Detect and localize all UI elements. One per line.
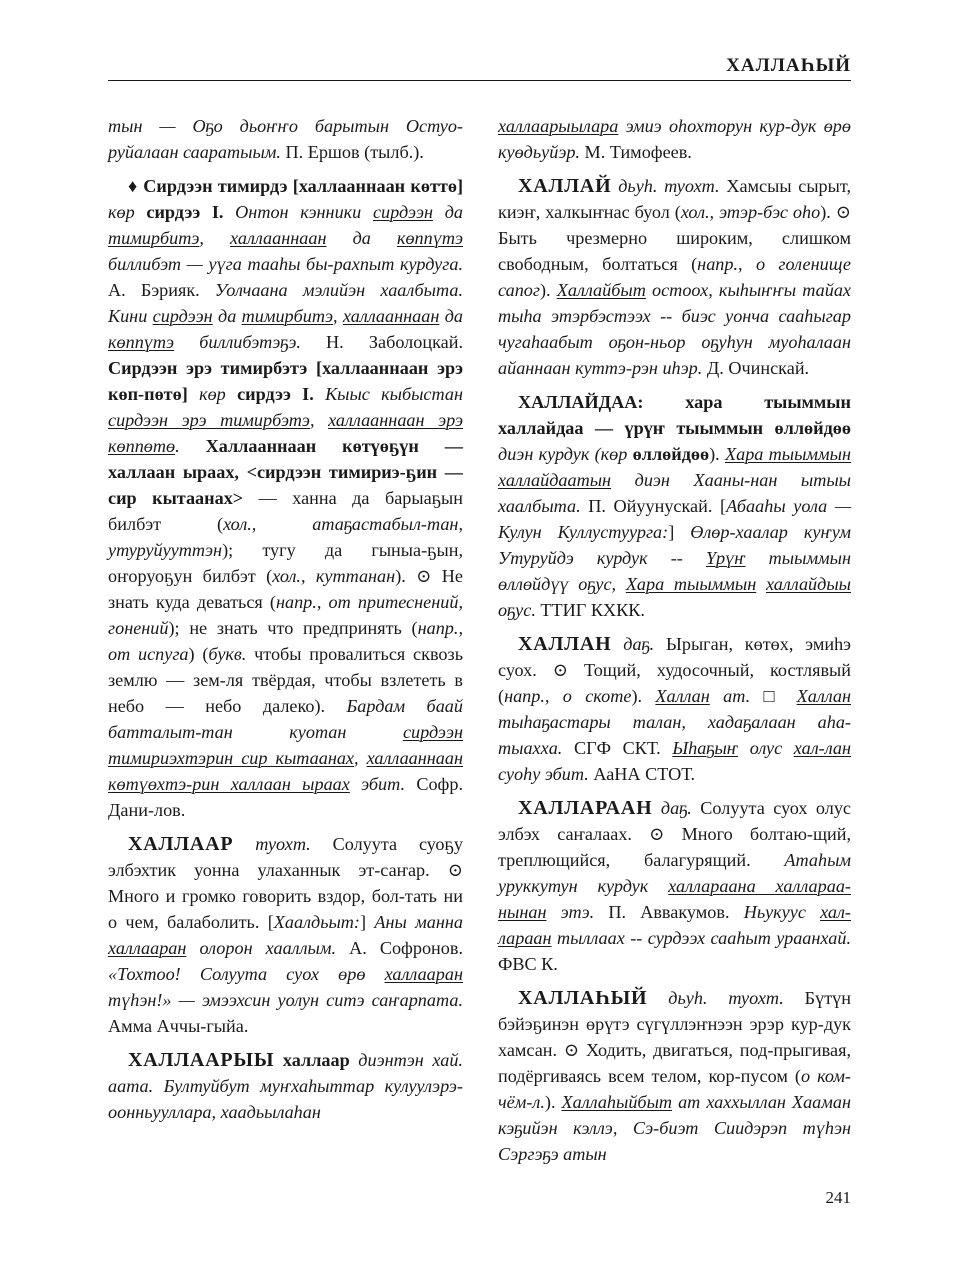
text: Амма Аччы-гыйа.	[108, 1016, 249, 1036]
text: сирдээн тимириэхтэрин сир кытаанах	[108, 722, 463, 768]
text: эбит.	[349, 774, 406, 794]
text: ).	[631, 686, 656, 706]
text: биллибэтэҕэ.	[174, 332, 301, 352]
text: — ханна да барыаҕын билбэт (	[108, 488, 463, 534]
text: СГФ СКТ.	[562, 738, 673, 758]
text: хол., куттанан	[272, 566, 396, 586]
text: о ком-чём-л.	[498, 1066, 851, 1112]
text: ]	[668, 522, 691, 542]
text: П. Ойуунускай. [	[580, 496, 727, 516]
text: ).	[709, 444, 725, 464]
text: диэн курдук (	[498, 444, 601, 464]
text: ]	[359, 912, 375, 932]
text: Халлан	[796, 686, 852, 706]
text: халлааннаан көтүөхтэ-рин халлаан ыраах	[108, 748, 464, 794]
text: Атаһым уруккутун курдук	[498, 850, 851, 896]
text: халлааннаан эрэ көппөтө	[108, 410, 463, 456]
source-ref: П. Ершов (тылб.).	[280, 142, 424, 162]
text: суоһу эбит.	[498, 764, 589, 784]
text	[756, 574, 766, 594]
text: көр	[600, 444, 628, 464]
text: олус	[738, 738, 794, 758]
headword: ХАЛЛАҺЫЙ	[518, 987, 648, 1009]
text: өллөйдөө	[627, 444, 710, 464]
text: этэ.	[546, 902, 595, 922]
text: остоох, кыһыҥҥы тайах тыһа этэрбэстээх -- биэс уонча сааһыгар чугаһаабыт оҕон-ньор оҕуһун муоһалаан айаннаан куттэ-рэн иһэр.	[498, 280, 851, 378]
text: халлаар	[274, 1050, 350, 1070]
text: да	[326, 228, 397, 248]
text: халлайдыы	[765, 574, 851, 594]
text: Д. Очинскай.	[702, 358, 810, 378]
text: тимирбитэ	[108, 228, 200, 248]
text: Уолчаана мэлийэн хаалбыта. Кини	[108, 280, 463, 326]
text: чтобы провалиться сквозь землю — зем-ля твёрдая, чтобы взлететь в небо — небо далеко).	[108, 644, 463, 716]
text: Бүтүн бэйэҕинэн өрүтэ сүгүллэҥнээн эрэр кур-дук хамсан. ⊙ Ходить, двигаться, под-прыгивая, подёргиваясь всем телом, кор-пусом (	[498, 988, 851, 1086]
text: М. Тимофеев.	[579, 142, 692, 162]
idiom-marker: ♦	[128, 176, 144, 196]
text: ,	[354, 748, 367, 768]
entry-continuation	[498, 113, 851, 165]
text: көппүтэ	[108, 332, 175, 352]
text: оҕус.	[498, 600, 536, 620]
text: да	[439, 306, 463, 326]
text: халлааран	[108, 938, 187, 958]
text: ,	[199, 228, 231, 248]
text: түһэн!» — эмээхсин уолун ситэ саҥарпата.	[108, 990, 463, 1010]
text: А. Бэрияк.	[108, 280, 215, 300]
text: дьуһ. туохт.	[647, 988, 784, 1008]
text: напр., от притеснений, гонений	[108, 592, 463, 638]
text: Ыһаҕыҥ	[672, 738, 739, 758]
text: туохт.	[233, 834, 311, 854]
text: Н. Заболоцкай.	[300, 332, 463, 352]
text: дьуһ. туохт.	[611, 176, 720, 196]
text: Үрүҥ	[705, 548, 746, 568]
text: Халлайбыт	[556, 280, 646, 300]
entry-hallan	[498, 631, 851, 787]
text: халлайдаатын	[498, 470, 612, 490]
text: Хаалдьыт:	[273, 912, 360, 932]
text: АаНА СТОТ.	[588, 764, 696, 784]
text: Сирдээн эрэ тимирбэтэ [халлааннаан эрэ көп-пөтө]	[108, 358, 463, 404]
text: хал-лараан	[498, 902, 851, 948]
text: Бардам баай батталыт-тан куотан	[108, 696, 463, 742]
text: сирдээ I.	[237, 384, 314, 404]
text: хол., атаҕастабыл-тан, утуруйууттэн	[108, 514, 463, 560]
example-text: тын — Оҕо дьоҥҥо барытын Остуо-руйалаан сааратыым.	[108, 116, 463, 162]
headword: ХАЛЛАЙ	[518, 175, 612, 197]
text: халлааннаан	[342, 306, 440, 326]
text: ,	[309, 410, 329, 430]
text: Аны манна	[374, 912, 463, 932]
headword: ХАЛЛААРЫЫ	[128, 1049, 275, 1071]
text: тимирбитэ	[241, 306, 334, 326]
entry-idiom-sirdeen	[108, 173, 463, 823]
headword: ХАЛЛАН	[518, 633, 612, 655]
text: ат. □	[709, 686, 797, 706]
idiom-headword: ХАЛЛАЙДАА: хара тыыммын халлайдаа — үрүҥ тыыммын өллөйдөө	[498, 392, 851, 438]
text: халлааран	[384, 964, 463, 984]
text: напр., о голенище сапог	[498, 254, 851, 300]
text: тыһаҕастары талан, хадаҕалаан аһа-тыаххa.	[498, 712, 851, 758]
running-head: ХАЛЛАҺЫЙ	[726, 55, 851, 76]
text: диэнтэн хай. аата. Бултуйбут муҥхаһыттар кулуулэрэ-оонньууллара, хаадьылаһан	[108, 1050, 463, 1122]
text: Онтон кэнники	[223, 202, 373, 222]
text: Ньукуус	[743, 902, 821, 922]
text: напр., от испуга	[108, 618, 463, 664]
text: халлаарыылара	[498, 116, 619, 136]
text: тыллаах -- сурдээх сааһыт ураанхай.	[551, 928, 851, 948]
entry-hallaraan	[498, 795, 851, 977]
text: Хара тыыммын	[725, 444, 851, 464]
text: биллибэт — уүга тааһы бы-рахпыт курдуга.	[108, 254, 463, 274]
text: А. Софронов.	[336, 938, 463, 958]
text: ат хаххыллан Хааман кэҕийэн кэллэ, Сэ-биэт Сиидэрэп түһэн Сэргэҕэ атын	[498, 1092, 851, 1164]
headword: ХАЛЛАРААН	[518, 797, 653, 819]
entry-hallaidaa	[498, 389, 851, 623]
text: диэн Хааны-нан ытыы хаалбыта.	[498, 470, 851, 516]
entry-hallaaryy	[108, 1047, 463, 1125]
text: да	[212, 306, 242, 326]
text: сирдээн	[152, 306, 213, 326]
text: .	[175, 436, 206, 456]
text: ).	[544, 1092, 562, 1112]
entry-hallai	[498, 173, 851, 381]
text: ) (	[188, 644, 209, 664]
text: Солуута суоҕу элбэхтик уонна улаханнык эт-саҥар. ⊙ Много и громко говорить вздор, бол-тать ни о чем, балаболить. [	[108, 834, 463, 932]
left-column	[108, 113, 463, 1125]
text: Халлааннаан көтүөҕүн — халлаан ыраах, <сирдээн тимириэ-ҕин — сир кытаанах>	[108, 436, 463, 508]
text: напр., о скоте	[504, 686, 632, 706]
right-column	[498, 113, 851, 1167]
entry-continuation	[108, 113, 463, 165]
text: халлааннаан	[230, 228, 327, 248]
text: ТТИГ КХКК.	[535, 600, 645, 620]
page-number: 241	[825, 1188, 851, 1207]
text: Халлан	[655, 686, 710, 706]
text: Ырыган, көтөх, эмиһэ суох. ⊙ Тощий, худосочный, костлявый (	[498, 634, 851, 706]
text: ФВС К.	[498, 954, 558, 974]
headword: ХАЛЛААР	[128, 833, 234, 855]
text: көр	[187, 384, 238, 404]
text: Софр. Дани-лов.	[108, 774, 463, 820]
text: халлараана халлараа-нынан	[498, 876, 851, 922]
text: сирдээ I.	[146, 202, 224, 222]
entry-hallahyi	[498, 985, 851, 1167]
header-rule	[108, 80, 851, 81]
text: тыыммын өллөйдүү оҕус,	[498, 548, 851, 594]
text: Өлөр-хаалар куҥум Утуруйдэ курдук --	[498, 522, 851, 568]
text: ).	[539, 280, 557, 300]
text: ); тугу да гыныа-ҕын, оҥоруоҕун билбэт (	[108, 540, 463, 586]
text: эмиэ оһохторун кур-дук өрө куөдьуйэр.	[498, 116, 851, 162]
text: Хара тыыммын	[625, 574, 757, 594]
text: даҕ.	[611, 634, 655, 654]
text: даҕ.	[652, 798, 692, 818]
text: Кыыс кыбыстан	[313, 384, 463, 404]
text: көр	[108, 202, 147, 222]
text: сирдээн эрэ тимирбэтэ	[108, 410, 310, 430]
text: «Тохтоо! Солуута суох өрө	[108, 964, 385, 984]
text: Халлаһыйбыт	[561, 1092, 673, 1112]
text: хал-лан	[793, 738, 851, 758]
text: олорон хааллым.	[186, 938, 337, 958]
text: хол., этэр-бэс оһо	[680, 202, 821, 222]
idiom-headword: Сирдээн тимирдэ [халлааннаан көттө]	[143, 176, 464, 196]
entry-hallaar	[108, 831, 463, 1039]
text: ). ⊙ Быть чрезмерно широким, слишком свободным, болтаться (	[498, 202, 852, 274]
text: букв.	[208, 644, 247, 664]
text: ,	[333, 306, 343, 326]
text: Абааһы уола — Кулун Куллустуурга:	[498, 496, 852, 542]
text: Хамсыы сырыт, киэҥ, халкыҥнас буол (	[498, 176, 851, 222]
text: ); не знать что предпринять (	[168, 618, 418, 638]
text: сирдээн	[372, 202, 434, 222]
text: көппүтэ	[396, 228, 463, 248]
text: П. Аввакумов.	[594, 902, 744, 922]
text: ). ⊙ Не знать куда деваться (	[108, 566, 463, 612]
text: Солуута суох олус элбэх саҥалаах. ⊙ Много болтаю-щий, треплющийся, балагурящий.	[498, 798, 851, 870]
text: да	[433, 202, 463, 222]
